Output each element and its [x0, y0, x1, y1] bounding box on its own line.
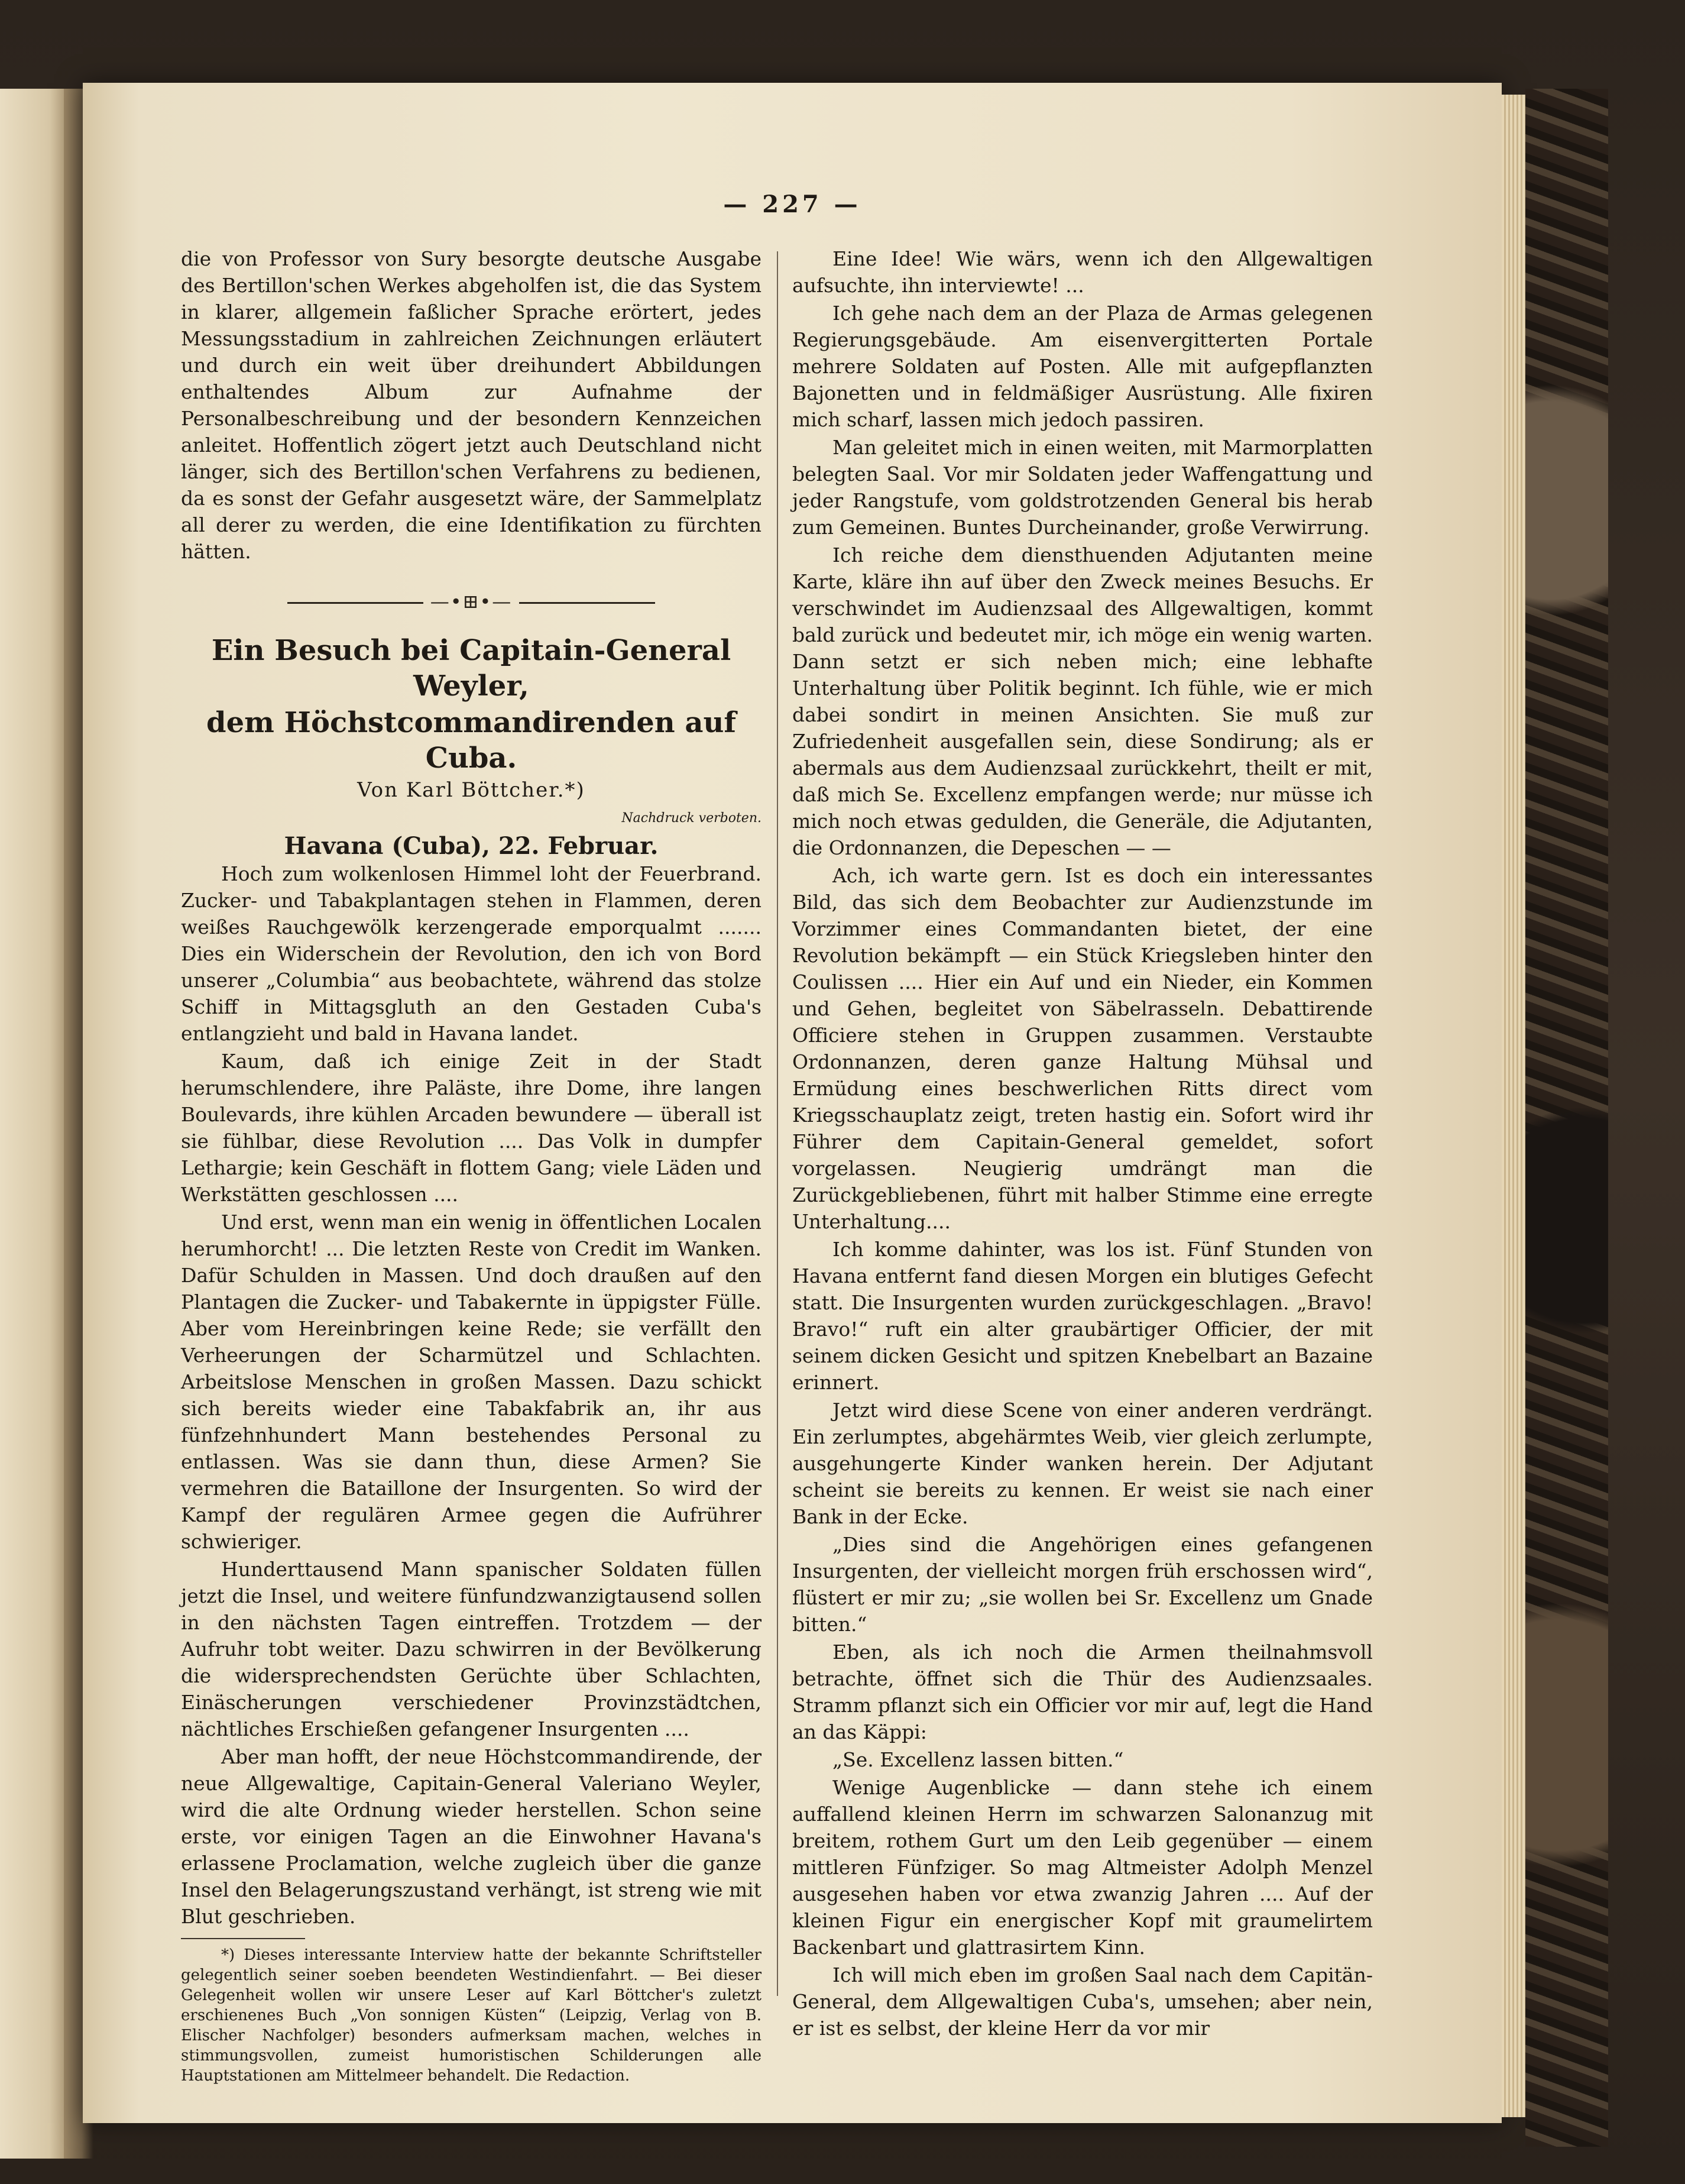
page-stack-edge	[1502, 95, 1525, 2117]
paragraph: Jetzt wird diese Scene von einer anderen verdrängt. Ein zerlumptes, abgehärmtes Weib, vier gleich zerlumpte, ausgehungerte Kinder wanken herein. Der Adjutant scheint sie bereits zu kennen. Er weist sie nach einer Bank in der Ecke.	[792, 1399, 1373, 1528]
right-column	[792, 245, 1373, 2043]
left-column	[181, 245, 762, 2087]
footnote: *) Dieses interessante Interview hatte der bekannte Schriftsteller gelegentlich seiner soeben beendeten Westindienfahrt. — Bei dieser Gelegenheit wollen wir unsere Leser auf Karl Böttcher's zuletzt erschienenes Buch „Von sonnigen Küsten“ (Leipzig, Verlag von B. Elischer Nachfolger) besonders aufmerksam machen, welches in stimmungsvollen, zumeist humoristischen Schilderungen alle Hauptstationen am Mittelmeer behandelt. Die Redaction.	[181, 1946, 762, 2085]
previous-page-edge	[0, 89, 71, 2159]
paragraph: Kaum, daß ich einige Zeit in der Stadt herumschlendere, ihre Paläste, ihre Dome, ihre langen Boulevards, ihre kühlen Arcaden bewundere — überall ist sie fühlbar, diese Revolution .... Das Volk in dumpfer Lethargie; kein Geschäft in flottem Gang; viele Läden und Werkstätten geschlossen ....	[181, 1050, 762, 1206]
byline: Von Karl Böttcher.*)	[357, 778, 585, 802]
paragraph: Ich komme dahinter, was los ist. Fünf Stunden von Havana entfernt fand diesen Morgen ein blutiges Gefecht statt. Die Insurgenten wurden zurückgeschlagen. „Bravo! Bravo!“ ruft ein alter graubärtiger Officier, der mit seinem dicken Gesicht und spitzen Knebelbart an Bazaine erinnert.	[792, 1238, 1373, 1394]
ornament-line-right	[519, 602, 655, 604]
paragraph: „Se. Excellenz lassen bitten.“	[832, 1748, 1124, 1771]
paragraph: Hunderttausend Mann spanischer Soldaten füllen jetzt die Insel, und weitere fünfundzwanzigtausend sollen in den nächsten Tagen eintreffen. Trotzdem — der Aufruhr tobt weiter. Dazu schwirren in der Bevölkerung die widersprechendsten Gerüchte über Schlachten, Einäscherungen verschiedener Provinzstädtchen, nächtliches Erschießen gefangener Insurgenten ....	[181, 1558, 762, 1740]
paragraph: Ich reiche dem diensthuenden Adjutanten meine Karte, kläre ihn auf über den Zweck meines Besuchs. Er verschwindet im Audienzsaal des Allgewaltigen, kommt bald zurück und bedeutet mir, ich möge ein wenig warten. Dann setzt er sich neben mich; eine lebhafte Unterhaltung über Politik beginnt. Ich fühle, wie er mich dabei sondirt in meinen Ansichten. Sie muß zur Zufriedenheit ausgefallen sein, diese Sondirung; als er abermals aus dem Audienzsaal zurückkehrt, theilt er mit, daß mich Se. Excellenz empfangen werde; nur müsse ich mich noch etwas gedulden, die Generäle, die Adjutanten, die Ordonnanzen, die Depeschen — —	[792, 543, 1373, 859]
paragraph: Aber man hofft, der neue Höchstcommandirende, der neue Allgewaltige, Capitain-General Valeriano Weyler, wird die alte Ordnung wieder herstellen. Schon seine erste, vor einigen Tagen an die Einwohner Havana's erlassene Proclamation, welche zugleich über die ganze Insel den Belagerungszustand verhängt, ist streng wie mit Blut geschrieben.	[181, 1745, 762, 1928]
dateline: Havana (Cuba), 22. Februar.	[284, 832, 659, 860]
paragraph: Eine Idee! Wie wärs, wenn ich den Allgewaltigen aufsuchte, ihn interviewte! ...	[792, 247, 1373, 297]
paragraph: Man geleitet mich in einen weiten, mit Marmorplatten belegten Saal. Vor mir Soldaten jeder Waffengattung und jeder Rangstufe, vom goldstrotzenden General bis herab zum Gemeinen. Buntes Durcheinander, große Verwirrung.	[792, 436, 1373, 539]
paragraph: Wenige Augenblicke — dann stehe ich einem auffallend kleinen Herrn im schwarzen Salonanzug mit breitem, rothem Gurt um den Leib gegenüber — einem mittleren Fünfziger. So mag Altmeister Adolph Menzel ausgesehen haben vor etwa zwanzig Jahren .... Auf der kleinen Figur ein energischer Kopf mit graumelirtem Backenbart und glattrasirtem Kinn.	[792, 1776, 1373, 1959]
paragraph: die von Professor von Sury besorgte deutsche Ausgabe des Bertillon'schen Werkes abgeholfen ist, die das System in klarer, allgemein faßlicher Sprache erörtert, jedes Messungsstadium in zahlreichen Zeichnungen erläutert und durch ein weit über dreihundert Abbildungen enthaltendes Album zur Aufnahme der Personalbeschreibung und der besondern Kennzeichen anleitet. Hoffentlich zögert jetzt auch Deutschland nicht länger, sich des Bertillon'schen Verfahrens zu bedienen, da es sonst der Gefahr ausgesetzt wäre, der Sammelplatz all derer zu werden, die eine Identifikation zu fürchten hätten.	[181, 247, 762, 563]
article-title-line-2: dem Höchstcommandirenden auf Cuba.	[206, 706, 736, 775]
paragraph: Ich gehe nach dem an der Plaza de Armas gelegenen Regierungsgebäude. Am eisenvergitterten Portale mehrere Soldaten auf Posten. Alle mit aufgepflanzten Bajonetten und in feldmäßiger Ausrüstung. Alle fixiren mich scharf, lassen mich jedoch passiren.	[792, 302, 1373, 431]
article-title-line-1: Ein Besuch bei Capitain-General Weyler,	[211, 634, 731, 703]
page-number: — 227 —	[723, 190, 861, 218]
reprint-notice: Nachdruck verboten.	[621, 811, 762, 826]
column-divider	[777, 251, 778, 1996]
marbled-cover	[1525, 89, 1608, 2147]
ornament-line-left	[287, 602, 423, 604]
paragraph: Und erst, wenn man ein wenig in öffentlichen Localen herumhorcht! ... Die letzten Reste von Credit im Wanken. Dafür Schulden in Massen. Und doch draußen auf den Plantagen die Zucker- und Tabakernte in üppigster Fülle. Aber vom Hereinbringen keine Rede; sie verfällt den Verheerungen der Scharmützel und Schlachten. Arbeitslose Menschen in großen Massen. Dazu schickt sich bereits wieder eine Tabakfabrik an, ihr aus fünfzehnhundert Mann bestehendes Personal zu entlassen. Was sie dann thun, diese Armen? Sie vermehren die Bataillone der Insurgenten. So wird der Kampf der regulären Armee gegen die Aufrührer schwieriger.	[181, 1211, 762, 1553]
paragraph: Ach, ich warte gern. Ist es doch ein interessantes Bild, das sich dem Beobachter zur Audienzstunde im Vorzimmer eines Commandanten bietet, der eine Revolution bekämpft — ein Stück Kriegsleben hinter den Coulissen .... Hier ein Auf und ein Nieder, ein Kommen und Gehen, begleitet von Säbelrasseln. Debattirende Officiere stehen in Gruppen zusammen. Verstaubte Ordonnanzen, deren ganze Haltung Mühsal und Ermüdung eines beschwerlichen Ritts direct vom Kriegsschauplatz zeigt, treten hastig ein. Sofort wird ihr Führer dem Capitain-General gemeldet, sofort vorgelassen. Neugierig umdrängt man die Zurückgebliebenen, führt mit halber Stimme eine erregte Unterhaltung....	[792, 864, 1373, 1233]
paragraph: Eben, als ich noch die Armen theilnahmsvoll betrachte, öffnet sich die Thür des Audienzsaales. Stramm pflanzt sich ein Officier vor mir auf, legt die Hand an das Käppi:	[792, 1641, 1373, 1743]
paragraph: Ich will mich eben im großen Saal nach dem Capitän-General, dem Allgewaltigen Cuba's, umsehen; aber nein, er ist es selbst, der kleine Herr da vor mir	[792, 1963, 1373, 2040]
section-ornament	[181, 588, 762, 615]
paragraph: Hoch zum wolkenlosen Himmel loht der Feuerbrand. Zucker- und Tabakplantagen stehen in Flammen, deren weißes Rauchgewölk kerzengerade emporqualmt ....... Dies ein Widerschein der Revolution, den ich von Bord unserer „Columbia“ aus beobachtete, während das stolze Schiff in Mittagsgluth an den Gestaden Cuba's entlangzieht und bald in Havana landet.	[181, 862, 762, 1045]
paragraph: „Dies sind die Angehörigen eines gefangenen Insurgenten, der vielleicht morgen früh erschossen wird“, flüstert er mir zu; „sie wollen bei Sr. Excellenz um Gnade bitten.“	[792, 1533, 1373, 1636]
footnote-rule	[181, 1938, 305, 1939]
ornament-glyph: —•⊞•—	[430, 590, 513, 613]
